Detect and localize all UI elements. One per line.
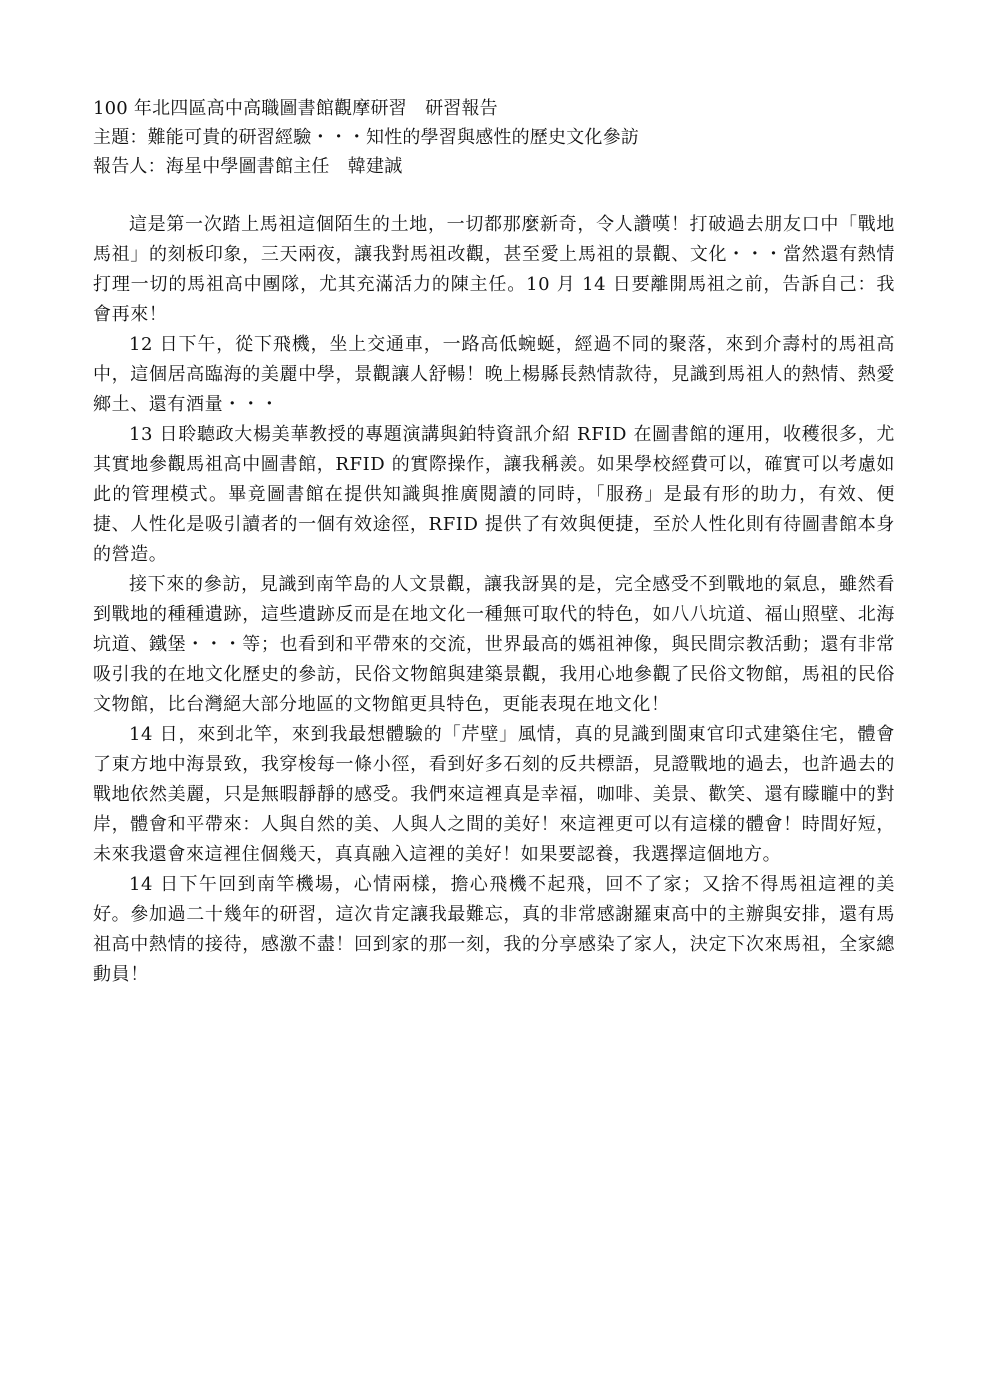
report-header: [93, 94, 903, 181]
report-subject: 主題：難能可貴的研習經驗・・・知性的學習與感性的歷史文化參訪: [93, 127, 639, 148]
paragraph-day-13: 13 日聆聽政大楊美華教授的專題演講與鉑特資訊介紹 RFID 在圖書館的運用，收穫很多，尤其實地參觀馬祖高中圖書館，RFID 的實際操作，讓我稱羨。如果學校經費可以，確實可以考慮如此的管理模式。畢竟圖書館在提供知識與推廣閱讀的同時，「服務」是最有形的助力，有效、便捷、人性化是吸引讀者的一個有效途徑，RFID 提供了有效與便捷，至於人性化則有待圖書館本身的營造。: [93, 424, 895, 565]
paragraph-day-14-beigan: 14 日，來到北竿，來到我最想體驗的「芹壁」風情，真的見識到閩東官印式建築住宅，體會了東方地中海景致，我穿梭每一條小徑，看到好多石刻的反共標語，見證戰地的過去，也許過去的戰地依然美麗，只是無暇靜靜的感受。我們來這裡真是幸福，咖啡、美景、歡笑、還有矇矓中的對岸，體會和平帶來：人與自然的美、人與人之間的美好！來這裡更可以有這樣的體會！時間好短，未來我還會來這裡住個幾天，真真融入這裡的美好！如果要認養，我選擇這個地方。: [93, 724, 895, 865]
paragraph-return: 14 日下午回到南竿機場，心情兩樣，擔心飛機不起飛，回不了家；又捨不得馬祖這裡的美好。參加過二十幾年的研習，這次肯定讓我最難忘，真的非常感謝羅東高中的主辦與安排，還有馬祖高中熱情的接待，感激不盡！回到家的那一刻，我的分享感染了家人，決定下次來馬祖，全家總動員！: [93, 874, 895, 985]
paragraph-day-12: 12 日下午，從下飛機，坐上交通車，一路高低蜿蜒，經過不同的聚落，來到介壽村的馬祖高中，這個居高臨海的美麗中學，景觀讓人舒暢！晚上楊縣長熱情款待，見識到馬祖人的熱情、熱愛鄉土、還有酒量・・・: [93, 334, 895, 415]
paragraph-nangan-visit: 接下來的參訪，見識到南竿島的人文景觀，讓我訝異的是，完全感受不到戰地的氣息，雖然看到戰地的種種遺跡，這些遺跡反而是在地文化一種無可取代的特色，如八八坑道、福山照壁、北海坑道、鐵堡・・・等；也看到和平帶來的交流，世界最高的媽祖神像，與民間宗教活動；還有非常吸引我的在地文化歷史的參訪，民俗文物館與建築景觀，我用心地參觀了民俗文物館，馬祖的民俗文物館，比台灣絕大部分地區的文物館更具特色，更能表現在地文化！: [93, 574, 895, 715]
report-body: [93, 210, 895, 990]
report-title: 100 年北四區高中高職圖書館觀摩研習 研習報告: [93, 98, 498, 119]
paragraph-intro: 這是第一次踏上馬祖這個陌生的土地，一切都那麼新奇，令人讚嘆！打破過去朋友口中「戰地馬祖」的刻板印象，三天兩夜，讓我對馬祖改觀，甚至愛上馬祖的景觀、文化・・・當然還有熱情打理一切的馬祖高中團隊，尤其充滿活力的陳主任。10 月 14 日要離開馬祖之前，告訴自己：我會再來！: [93, 214, 895, 325]
report-author: 報告人：海星中學圖書館主任 韓建誠: [93, 156, 403, 177]
